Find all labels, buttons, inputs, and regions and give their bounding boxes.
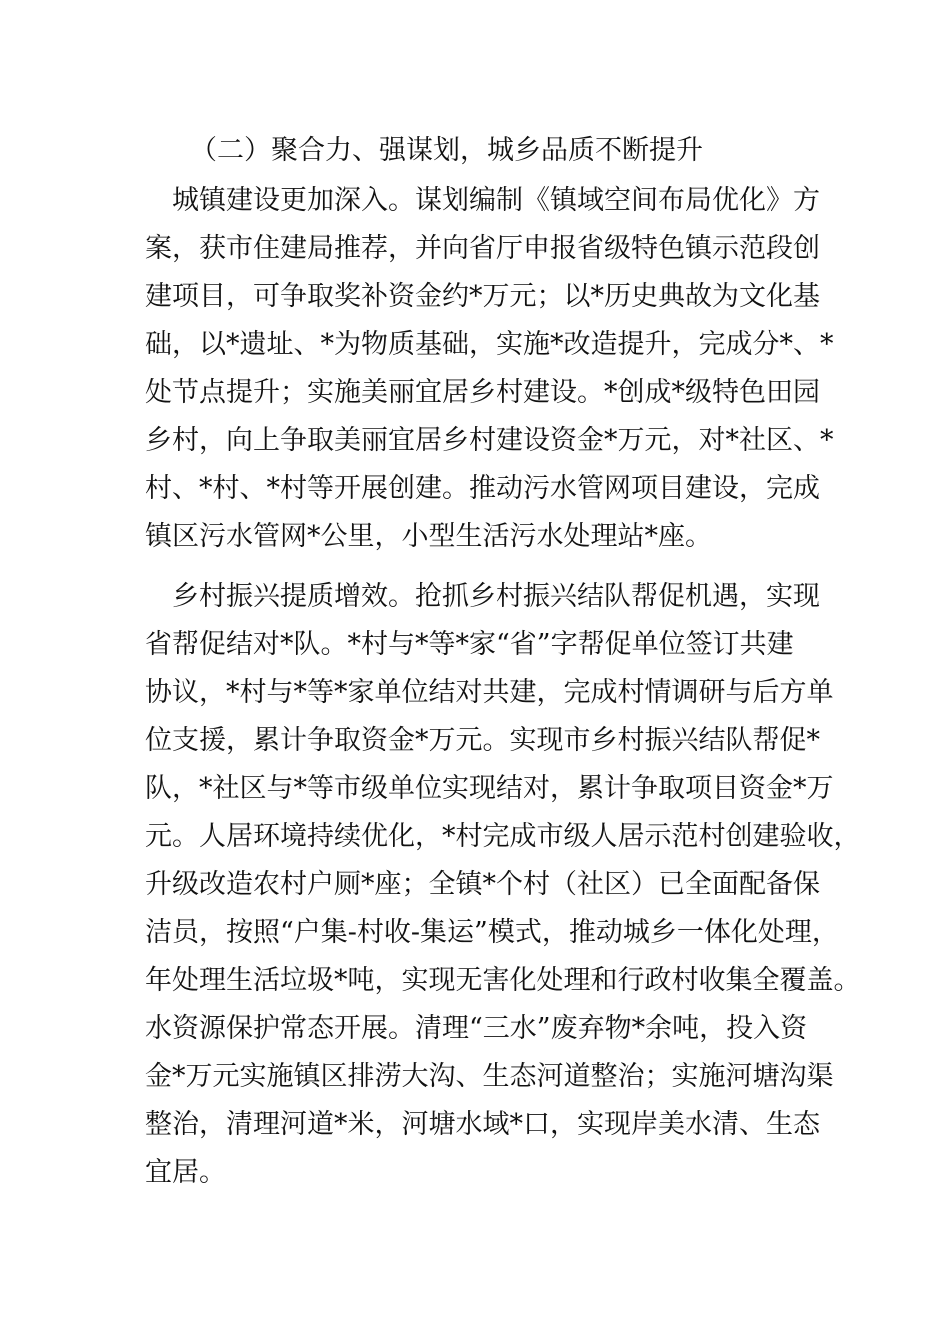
- paragraph-line: 建项目，可争取奖补资金约*万元；以*历史典故为文化基: [145, 281, 820, 312]
- paragraph-line: 案，获市住建局推荐，并向省厅申报省级特色镇示范段创: [145, 233, 820, 264]
- paragraph-line: 元。人居环境持续优化，*村完成市级人居示范村创建验收，: [145, 821, 861, 852]
- paragraph-line: 队，*社区与*等市级单位实现结对，累计争取项目资金*万: [145, 773, 834, 804]
- paragraph-line: 村、*村、*村等开展创建。推动污水管网项目建设，完成: [145, 473, 820, 504]
- section-heading: （二）聚合力、强谋划，城乡品质不断提升: [190, 135, 703, 166]
- paragraph-line: 省帮促结对*队。*村与*等*家“省”字帮促单位签订共建: [145, 629, 794, 660]
- paragraph-line: 镇区污水管网*公里，小型生活污水处理站*座。: [145, 521, 712, 552]
- paragraph-line: 处节点提升；实施美丽宜居乡村建设。*创成*级特色田园: [145, 377, 820, 408]
- paragraph-line: 城镇建设更加深入。谋划编制《镇域空间布局优化》方: [145, 185, 820, 216]
- paragraph-line: 乡村，向上争取美丽宜居乡村建设资金*万元，对*社区、*: [145, 425, 834, 456]
- paragraph-line: 年处理生活垃圾*吨，实现无害化处理和行政村收集全覆盖。: [145, 965, 861, 996]
- paragraph-line: 础，以*遗址、*为物质基础，实施*改造提升，完成分*、*: [145, 329, 834, 360]
- paragraph-line: 整治，清理河道*米，河塘水域*口，实现岸美水清、生态: [145, 1109, 820, 1140]
- paragraph-line: 洁员，按照“户集-村收-集运”模式，推动城乡一体化处理，: [145, 917, 839, 948]
- paragraph-line: 升级改造农村户厕*座；全镇*个村（社区）已全面配备保: [145, 869, 820, 900]
- paragraph-line: 位支援，累计争取资金*万元。实现市乡村振兴结队帮促*: [145, 725, 820, 756]
- paragraph-line: 协议，*村与*等*家单位结对共建，完成村情调研与后方单: [145, 677, 834, 708]
- paragraph-line: 宜居。: [145, 1157, 226, 1188]
- paragraph-line: 乡村振兴提质增效。抢抓乡村振兴结队帮促机遇，实现: [145, 581, 820, 612]
- paragraph-line: 水资源保护常态开展。清理“三水”废弃物*余吨，投入资: [145, 1013, 808, 1044]
- paragraph-line: 金*万元实施镇区排涝大沟、生态河道整治；实施河塘沟渠: [145, 1061, 834, 1092]
